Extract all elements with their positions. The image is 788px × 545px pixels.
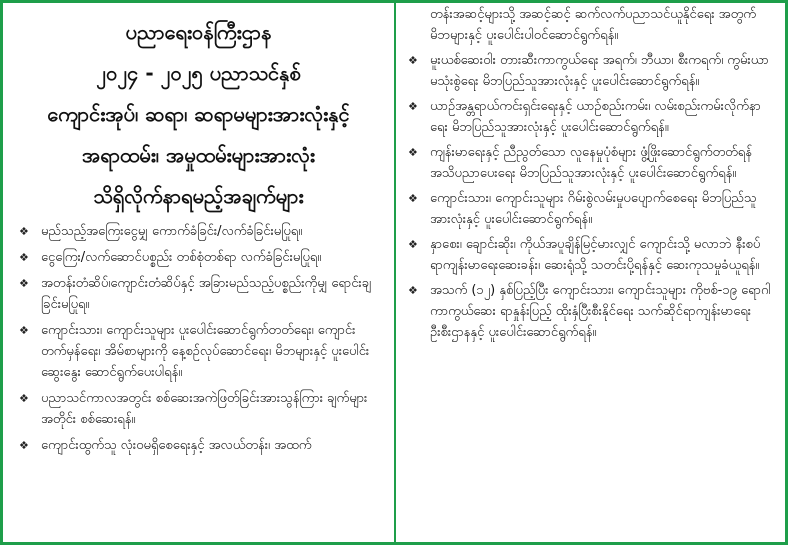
diamond-cluster-icon: ❖ — [408, 192, 418, 205]
instructions-title: သိရှိလိုက်နာရမည့်အချက်များ — [93, 184, 304, 208]
audience-title-teachers: ကျောင်းအုပ်၊ ဆရာ၊ ဆရာမများအားလုံးနှင့် — [47, 102, 350, 126]
diamond-cluster-icon: ❖ — [408, 284, 418, 297]
diamond-cluster-icon: ❖ — [19, 439, 29, 452]
diamond-cluster-icon: ❖ — [408, 100, 418, 113]
list-item — [17, 247, 380, 268]
list-item-text: မူးယစ်ဆေးဝါး တားဆီးကာကွယ်ရေး အရက်၊ ဘီယာ၊ စီးကရက်၊ ကွမ်းယာမသုံးစွဲရေး မိဘပြည်သူအားလုံးနှင့် ပူးပေါင်းဆောင်ရွက်ရန်။ — [430, 53, 769, 89]
list-item — [406, 96, 771, 138]
list-item — [17, 320, 380, 383]
diamond-cluster-icon: ❖ — [19, 225, 29, 238]
list-item-text: ငွေကြေး/လက်ဆောင်ပစ္စည်း တစ်စုံတစ်ရာ လက်ခံခြင်းမပြုရ။ — [41, 250, 322, 265]
list-item — [406, 142, 771, 184]
list-item — [17, 388, 380, 430]
list-item-text: ကျန်းမာရေးနှင့် ညီညွတ်သော လူနေမှုပုံစံများ ဖွံ့ဖြိုးဆောင်ရွက်တတ်ရန် အသိပညာပေးရေး မိဘပြည်သူအားလုံးနှင့် ပူးပေါင်းဆောင်ရွက်ရန်။ — [430, 145, 752, 181]
diamond-cluster-icon: ❖ — [408, 238, 418, 251]
list-item-text: ပညာသင်ကာလအတွင်း စစ်ဆေးအကဲဖြတ်ခြင်းအားသွန်ကြား ချက်များအတိုင်း စစ်ဆေးရန်။ — [41, 391, 368, 427]
academic-year-title: ၂၀၂၄ - ၂၀၂၅ ပညာသင်နှစ် — [96, 61, 301, 85]
diamond-cluster-icon: ❖ — [408, 54, 418, 67]
continued-item-text: တန်းအဆင့်များသို့ အဆင့်ဆင့် ဆက်လက်ပညာသင်ယူနိုင်ရေး အတွက် မိဘများနှင့် ပူးပေါင်းပါဝင်ဆောင်ရွက်ရန်။ — [430, 7, 756, 43]
list-item — [17, 435, 380, 456]
list-item-text: နှာစေး၊ ချောင်းဆိုး၊ ကိုယ်အပူချိန်မြင့်မားလျှင် ကျောင်းသို့ မလာဘဲ နီးစပ်ရာကျန်းမာရေးဆေးခန်း၊ ဆေးရုံသို့ သတင်းပို့ရန်နှင့် ဆေးကုသမှုခံယူရန်။ — [430, 237, 761, 273]
list-item-text: ယာဉ်အန္တရာယ်ကင်းရှင်းရေးနှင့် ယာဉ်စည်းကမ်း၊ လမ်းစည်းကမ်းလိုက်နာရေး မိဘပြည်သူအားလုံးနှင့် ပူးပေါင်းဆောင်ရွက်ရန်။ — [430, 99, 761, 135]
list-item — [406, 50, 771, 92]
list-item-text: အသက် (၁၂) နှစ်ပြည့်ပြီး ကျောင်းသား၊ ကျောင်းသူများ ကိုဗစ်-၁၉ ရောဂါကာကွယ်ဆေး ရာနှုန်းပြည့် ထိုးနှံပြီးစီးနိုင်ရေး သက်ဆိုင်ရာကျန်းမာရေးဦးစီးဌာနနှင့် ပူးပေါင်းဆောင်ရွက်ရန်။ — [430, 283, 771, 340]
list-item — [406, 188, 771, 230]
ministry-title: ပညာရေးဝန်ကြီးဌာန — [125, 20, 272, 44]
right-instruction-list — [406, 50, 771, 343]
list-item — [17, 273, 380, 315]
list-item-text: အတန်းတံဆိပ်၊ကျောင်းတံဆိပ်နှင့် အခြားမည်သည့်ပစ္စည်းကိုမျှ ရောင်းချခြင်းမပြုရ။ — [41, 276, 372, 312]
diamond-cluster-icon: ❖ — [19, 277, 29, 290]
notice-title — [17, 12, 380, 217]
left-instruction-list — [17, 221, 380, 456]
list-item-text: ကျောင်းသား၊ ကျောင်းသူများ ပူးပေါင်းဆောင်ရွက်တတ်ရေး၊ ကျောင်းတက်မှန်ရေး၊ အိမ်စာများကို နေ့စဉ်လုပ်ဆောင်ရေး၊ မိဘများနှင့် ပူးပေါင်းဆွေးနွေး ဆောင်ရွက်ပေးပါရန်။ — [41, 323, 370, 380]
list-item-text: ကျောင်းသား၊ ကျောင်းသူများ ဂိမ်းစွဲလမ်းမှုပပျောက်စေရေး မိဘပြည်သူအားလုံးနှင့် ပူးပေါင်းဆောင်ရွက်ရန်။ — [430, 191, 757, 227]
list-item — [17, 221, 380, 242]
diamond-cluster-icon: ❖ — [19, 251, 29, 264]
left-column — [3, 0, 394, 545]
list-item-text: မည်သည့်အကြေးငွေမျှ ကောက်ခံခြင်း/လက်ခံခြင်းမပြုရ။ — [41, 224, 303, 239]
diamond-cluster-icon: ❖ — [19, 324, 29, 337]
diamond-cluster-icon: ❖ — [19, 392, 29, 405]
list-item — [406, 280, 771, 343]
list-item-text: ကျောင်းထွက်သူ လုံးဝမရှိစေရေးနှင့် အလယ်တန်း၊ အထက် — [41, 438, 312, 453]
list-item — [406, 234, 771, 276]
audience-title-staff: အရာထမ်း၊ အမှုထမ်းများအားလုံး — [81, 143, 316, 167]
diamond-cluster-icon: ❖ — [408, 146, 418, 159]
right-column — [396, 0, 785, 545]
